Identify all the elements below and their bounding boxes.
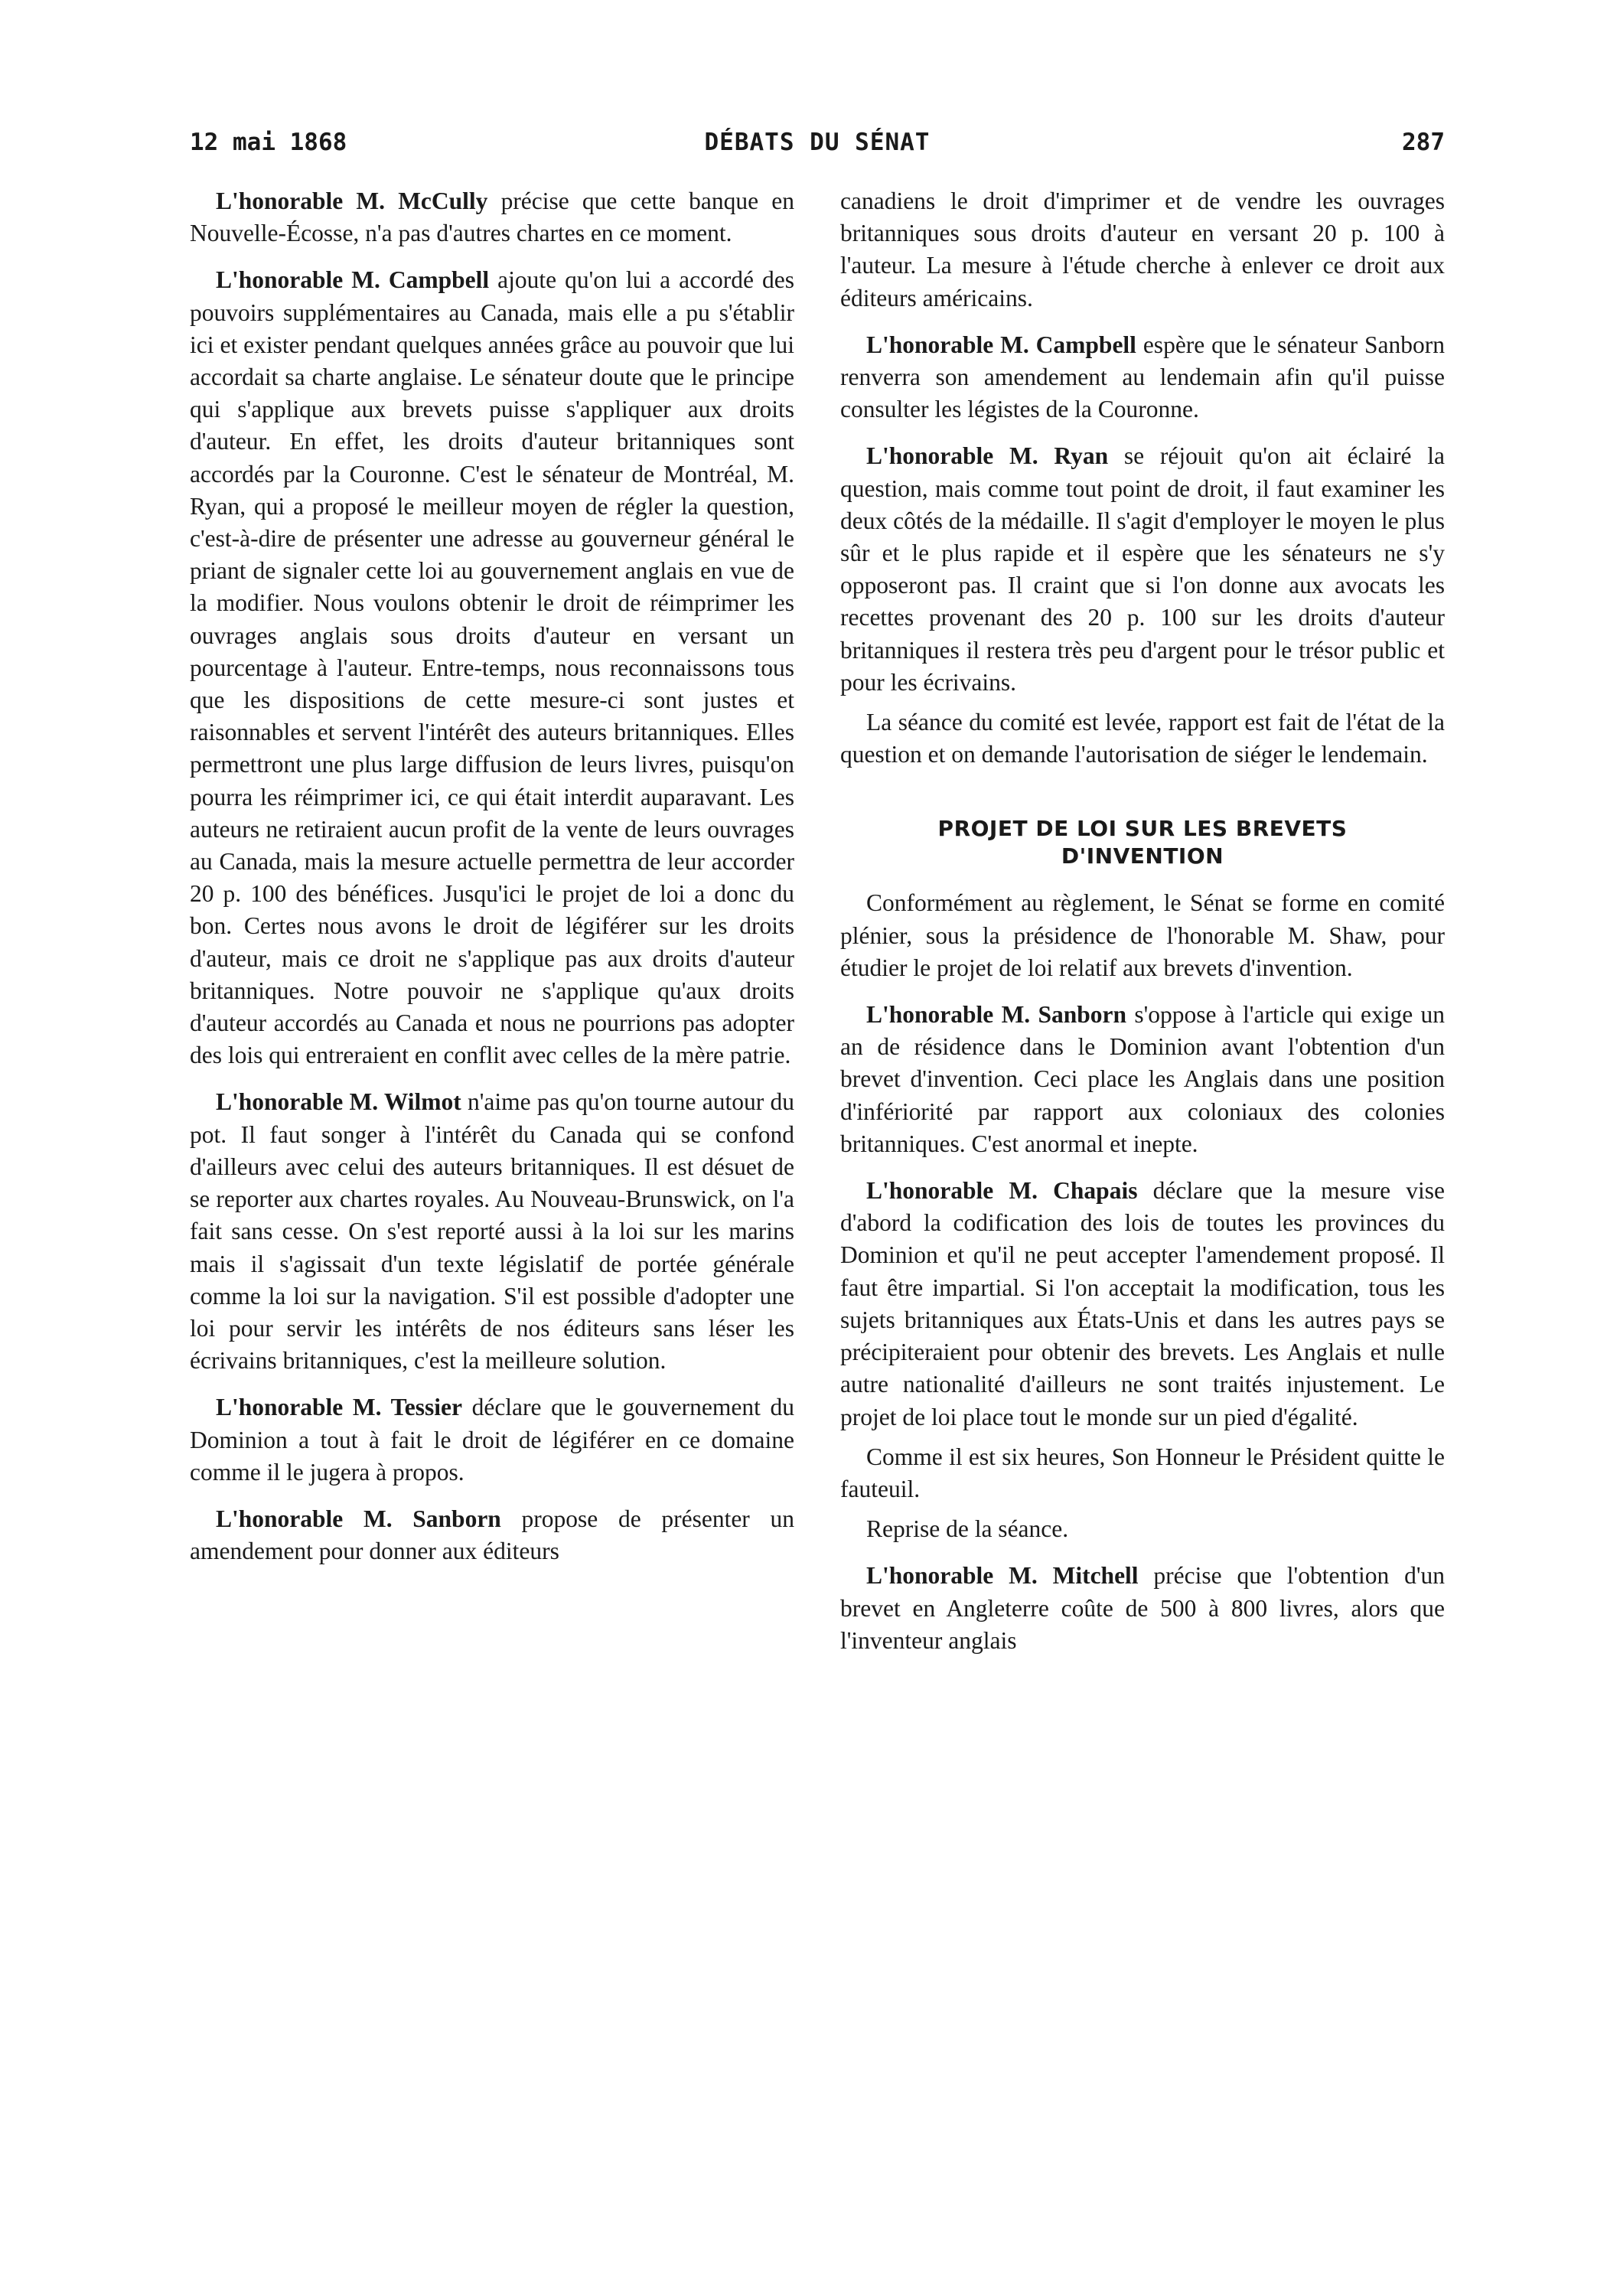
paragraph-ryan <box>840 440 1445 699</box>
paragraph-text: déclare que la mesure vise d'abord la codification des lois de toutes les provinces du Dominion et qu'il ne peut accepter l'amendement proposé. Il faut être impartial. Si l'on acceptait la modification, tous les sujets britanniques aux États-Unis et dans les autres pays se précipiteraient pour obtenir des brevets. Les Anglais et nulle autre nationalité d'ailleurs ne sont traités injustement. Le projet de loi place tout le monde sur un pied d'égalité. <box>840 1177 1445 1430</box>
paragraph-mccully <box>190 185 794 249</box>
paragraph-six-heures: Comme il est six heures, Son Honneur le Président quitte le fauteuil. <box>840 1443 1445 1502</box>
paragraph-sanborn <box>190 1503 794 1567</box>
paragraph-text: précise que cette banque en Nouvelle-Écosse, n'a pas d'autres chartes en ce moment. <box>190 188 794 247</box>
paragraph-campbell <box>190 264 794 1071</box>
speaker-name: L'honorable M. Wilmot <box>216 1088 461 1116</box>
speaker-name: L'honorable M. Sanborn <box>216 1505 501 1532</box>
speaker-name: L'honorable M. Mitchell <box>866 1562 1139 1590</box>
left-column <box>190 185 794 1582</box>
paragraph-reprise: Reprise de la séance. <box>866 1515 1069 1543</box>
right-column <box>840 185 1445 1671</box>
header-date: 12 mai 1868 <box>190 129 347 156</box>
paragraph-tessier <box>190 1391 794 1489</box>
speaker-name: L'honorable M. Chapais <box>866 1177 1138 1205</box>
paragraph-text: ajoute qu'on lui a accordé des pouvoirs supplémentaires au Canada, mais elle a pu s'établir ici et exister pendant quelques années grâce au pouvoir que lui accordait sa charte anglaise. Le sénateur doute que le principe qui s'applique aux brevets puisse s'appliquer aux droits d'auteur. En effet, les droits d'auteur britanniques sont accordés par la Couronne. C'est le sénateur de Montréal, M. Ryan, qui a proposé le meilleur moyen de régler la question, c'est-à-dire de présenter une adresse au gouverneur général le priant de signaler cette loi au gouvernement anglais en vue de la modifier. Nous voulons obtenir le droit de réimprimer les ouvrages anglais sous droits d'auteur en versant un pourcentage à l'auteur. Entre-temps, nous reconnaissons tous que les dispositions de cette mesure-ci sont justes et raisonnables et servent l'intérêt des auteurs britanniques. Elles permettront une plus large diffusion de leurs livres, puisqu'on pourra les réimprimer ici, ce qui était interdit auparavant. Les auteurs ne retiraient aucun profit de la vente de leurs ouvrages au Canada, mais la mesure actuelle permettra de leur accorder 20 p. 100 des bénéfices. Jusqu'ici le projet de loi a donc du bon. Certes nous avons le droit de légiférer sur les droits d'auteur, mais ce droit ne s'applique pas aux droits d'auteur britanniques. Notre pouvoir ne s'applique qu'aux droits d'auteur accordés au Canada et nous ne pourrions pas adopter des lois qui entreraient en conflit avec celles de la mère patrie. <box>190 266 794 1069</box>
paragraph-text: déclare que le gouvernement du Dominion a tout à fait le droit de légiférer en ce domaine comme il le jugera à propos. <box>190 1394 794 1486</box>
page-number: 287 <box>1402 129 1445 156</box>
paragraph-text: propose de présenter un amendement pour donner aux éditeurs <box>190 1505 794 1565</box>
speaker-name: L'honorable M. Tessier <box>216 1394 462 1421</box>
document-page <box>190 122 1445 2235</box>
page-header <box>190 122 1445 161</box>
header-title: DÉBATS DU SÉNAT <box>704 129 931 156</box>
paragraph-sanborn-2 <box>840 999 1445 1160</box>
paragraph-text: précise que l'obtention d'un brevet en Angleterre coûte de 500 à 800 livres, alors que l'inventeur anglais <box>840 1562 1445 1654</box>
paragraph-text: espère que le sénateur Sanborn renverra son amendement au lendemain afin qu'il puisse consulter les légistes de la Couronne. <box>840 331 1445 423</box>
paragraph-wilmot <box>190 1086 794 1377</box>
paragraph-seance: La séance du comité est levée, rapport est fait de l'état de la question et on demande l'autorisation de siéger le lendemain. <box>840 709 1445 768</box>
speaker-name: L'honorable M. McCully <box>216 188 488 214</box>
paragraph-mitchell <box>840 1560 1445 1657</box>
paragraph-campbell-2 <box>840 329 1445 426</box>
paragraph-continuation: canadiens le droit d'imprimer et de vendre les ouvrages britanniques sous droits d'auteur en versant 20 p. 100 à l'auteur. La mesure à l'étude cherche à enlever ce droit aux éditeurs américains. <box>840 188 1445 311</box>
paragraph-text: n'aime pas qu'on tourne autour du pot. Il faut songer à l'intérêt du Canada qui se confond d'ailleurs avec celui des auteurs britanniques. Il est désuet de se reporter aux chartes royales. Au Nouveau-Brunswick, on l'a fait sans cesse. On s'est reporté aussi à la loi sur les marins mais il s'agissait d'un texte législatif de portée générale comme la loi sur la navigation. S'il est possible d'adopter une loi pour servir les intérêts de nos éditeurs sans léser les écrivains britanniques, c'est la meilleure solution. <box>190 1088 794 1375</box>
paragraph-chapais <box>840 1175 1445 1433</box>
speaker-name: L'honorable M. Sanborn <box>866 1001 1127 1029</box>
paragraph-text: s'oppose à l'article qui exige un an de résidence dans le Dominion avant l'obtention d'un brevet d'invention. Ceci place les Anglais dans une position d'infériorité par rapport aux coloniaux des colonies britanniques. C'est anormal et inepte. <box>840 1001 1445 1157</box>
paragraph-conformement: Conformément au règlement, le Sénat se forme en comité plénier, sous la présidence de l'honorable M. Shaw, pour étudier le projet de loi relatif aux brevets d'invention. <box>840 889 1445 981</box>
section-heading: PROJET DE LOI SUR LES BREVETS D'INVENTION <box>937 816 1348 869</box>
paragraph-text: se réjouit qu'on ait éclairé la question, mais comme tout point de droit, il faut examiner les deux côtés de la médaille. Il s'agit d'employer le moyen le plus sûr et le plus rapide et il espère que les sénateurs ne s'y opposeront pas. Il craint que si l'on donne aux avocats les recettes provenant des 20 p. 100 sur les droits d'auteur britanniques il restera très peu d'argent pour le trésor public et pour les écrivains. <box>840 442 1445 696</box>
speaker-name: L'honorable M. Campbell <box>866 331 1136 358</box>
speaker-name: L'honorable M. Campbell <box>216 266 490 294</box>
speaker-name: L'honorable M. Ryan <box>866 442 1109 470</box>
